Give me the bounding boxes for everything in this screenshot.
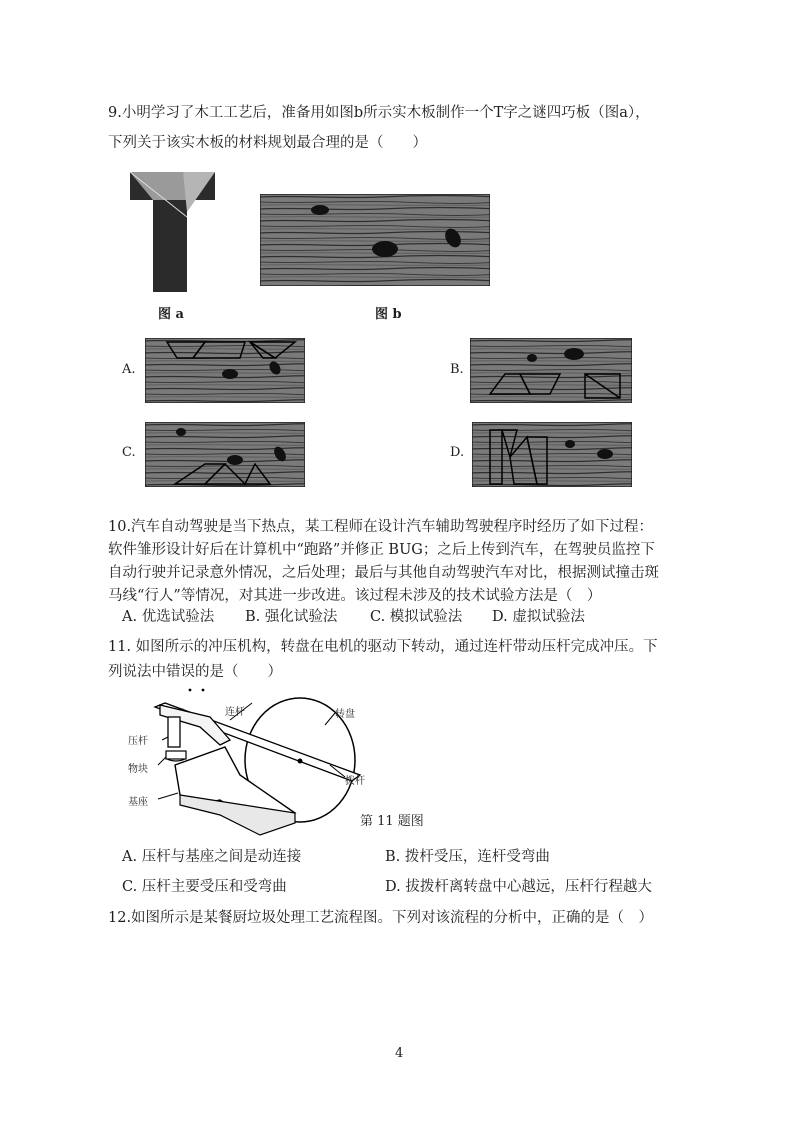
label-base: 基座 [128, 797, 148, 808]
q10-option-d: D. 虚拟试验法 [492, 609, 585, 625]
page-number: 4 [395, 1046, 404, 1061]
q11-stem-line2: 列说法中错误的是（ ） [108, 664, 282, 680]
label-block: 物块 [128, 764, 148, 775]
label-lever: 拨杆 [345, 776, 365, 787]
q9-option-d-figure [472, 422, 632, 487]
q9-option-b-label: B. [450, 362, 464, 377]
q10-option-b: B. 强化试验法 [245, 609, 338, 625]
q9-option-c-figure [145, 422, 305, 487]
q9-option-d-label: D. [450, 445, 465, 460]
q10-stem-line3: 自动行驶并记录意外情况，之后处理；最后与其他自动驾驶汽车对比，根据测试撞击斑 [108, 565, 659, 581]
figure-b-caption: 图 b [375, 307, 402, 322]
q9-option-a-figure [145, 338, 305, 403]
q9-stem-line1: 9.小明学习了木工工艺后，准备用如图b所示实木板制作一个T字之谜四巧板（图a）， [108, 105, 650, 121]
figure-11-caption: 第 11 题图 [360, 814, 424, 829]
q11-option-a: A. 压杆与基座之间是动连接 [122, 849, 302, 865]
figure-a-t-puzzle [125, 172, 220, 292]
q11-option-b: B. 拨杆受压，连杆受弯曲 [385, 849, 550, 865]
q12-stem-line1: 12.如图所示是某餐厨垃圾处理工艺流程图。下列对该流程的分析中，正确的是（ ） [108, 910, 654, 926]
q11-stem-line1: 11. 如图所示的冲压机构，转盘在电机的驱动下转动，通过连杆带动压杆完成冲压。下 [108, 639, 658, 655]
q11-option-d: D. 拔拨杆离转盘中心越远，压杆行程越大 [385, 879, 652, 895]
q9-option-b-figure [470, 338, 632, 403]
figure-b-wood-board [260, 194, 490, 286]
q10-stem-line4: 马线“行人”等情况，对其进一步改进。该过程未涉及的技术试验方法是（ ） [108, 588, 602, 604]
q10-stem-line1: 10.汽车自动驾驶是当下热点，某工程师在设计汽车辅助驾驶程序时经历了如下过程： [108, 519, 654, 535]
q10-option-a: A. 优选试验法 [122, 609, 215, 625]
q10-option-c: C. 模拟试验法 [370, 609, 463, 625]
label-linkage: 连杆 [225, 707, 245, 718]
q9-option-a-label: A. [122, 362, 136, 377]
q9-stem-line2: 下列关于该实木板的材料规划最合理的是（ ） [108, 135, 427, 151]
q11-option-c: C. 压杆主要受压和受弯曲 [122, 879, 287, 895]
label-turntable: 转盘 [335, 709, 355, 720]
q9-option-c-label: C. [122, 445, 136, 460]
figure-a-caption: 图 a [158, 307, 184, 322]
label-press-rod: 压杆 [128, 736, 148, 747]
q10-stem-line2: 软件雏形设计好后在计算机中“跑路”并修正 BUG；之后上传到汽车，在驾驶员监控下 [108, 542, 655, 558]
